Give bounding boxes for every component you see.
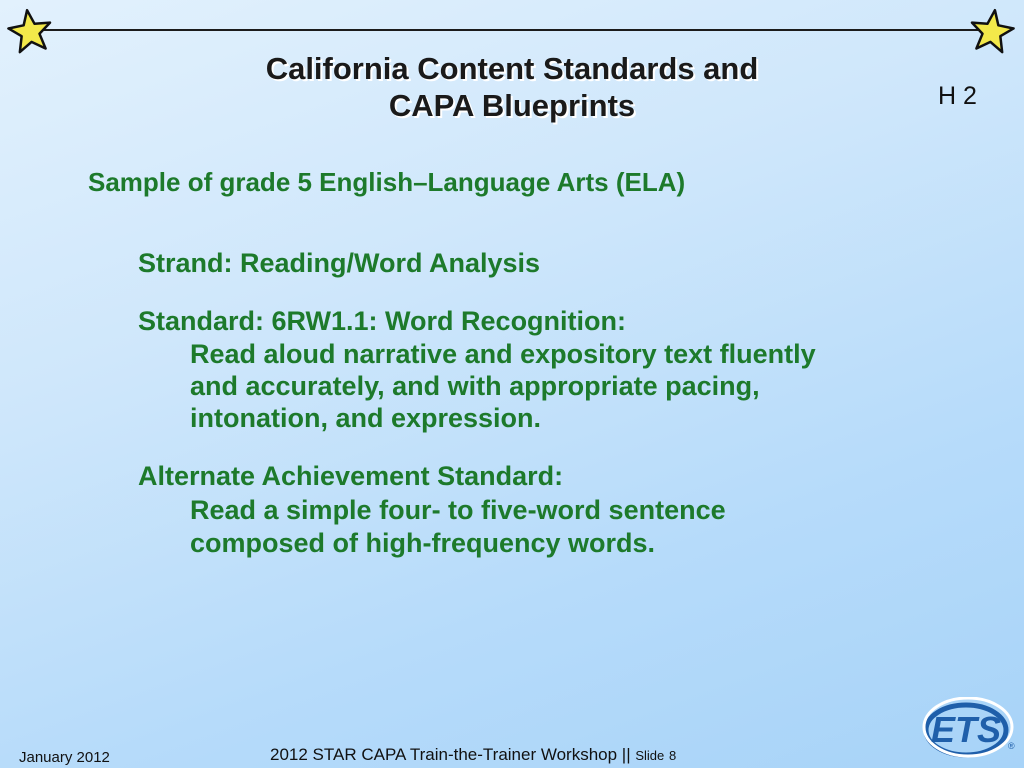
workshop-title: 2012 STAR CAPA Train-the-Trainer Workshop || xyxy=(270,745,631,764)
alternate-line: Read a simple four- to five-word sentence xyxy=(190,495,726,525)
title-line-1: California Content Standards and xyxy=(265,51,759,86)
strand-text: Strand: Reading/Word Analysis xyxy=(138,248,541,278)
page-title xyxy=(100,50,924,124)
slide-code: H 2 xyxy=(938,82,977,110)
logo-registered: ® xyxy=(1008,741,1015,751)
ets-logo xyxy=(920,697,1016,761)
top-rule xyxy=(30,29,994,31)
logo-text: ETS xyxy=(930,709,1002,750)
alternate-heading: Alternate Achievement Standard: xyxy=(138,461,564,491)
standard-line: Read aloud narrative and expository text fluently xyxy=(190,339,816,369)
slide-label: Slide xyxy=(635,748,665,763)
star-icon xyxy=(6,7,54,55)
standard-line: intonation, and expression. xyxy=(190,403,542,433)
footer-date: January 2012 xyxy=(19,749,110,766)
subtitle: Sample of grade 5 English–Language Arts (ELA) xyxy=(88,167,686,197)
footer-workshop xyxy=(270,745,676,765)
standard-heading: Standard: 6RW1.1: Word Recognition: xyxy=(138,306,627,336)
standard-line: and accurately, and with appropriate pacing, xyxy=(190,371,760,401)
alternate-line: composed of high-frequency words. xyxy=(190,528,656,558)
title-line-2: CAPA Blueprints xyxy=(388,88,636,123)
slide-number: 8 xyxy=(669,748,677,763)
star-icon xyxy=(968,7,1016,55)
